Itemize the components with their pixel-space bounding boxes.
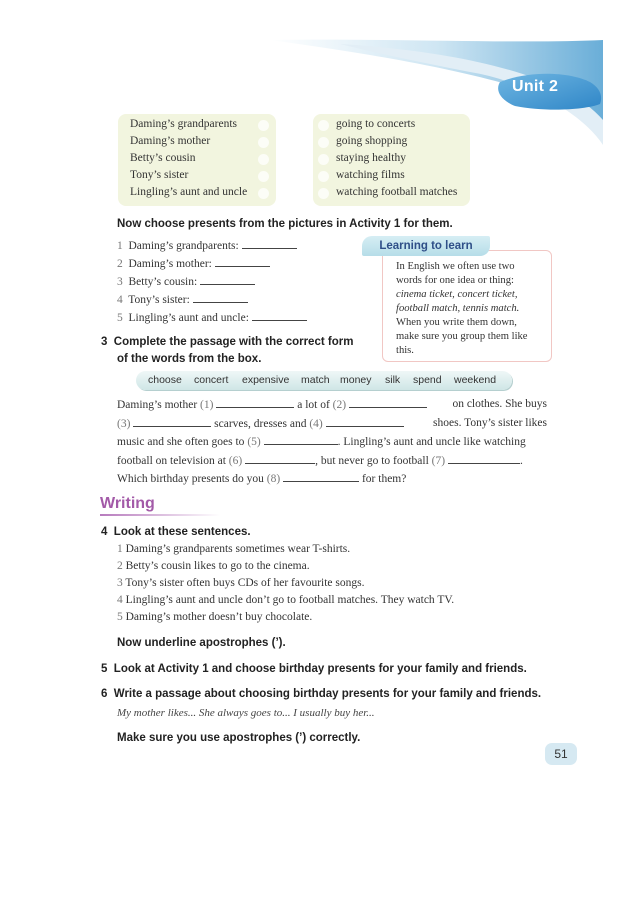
match-dot[interactable] — [318, 120, 329, 131]
match-left-item: Tony’s sister — [130, 169, 189, 181]
word-box-item: weekend — [454, 374, 497, 386]
passage: Daming’s mother (1) a lot of (2) on clothes. She buys (3) scarves, dresses and (4) shoes. Tony’s sister likes music and she often goes to (5) . Lingling’s aunt and uncle like watching football on television at (6) , but never go to football (7) . Which birthday presents do you (8) for them? — [117, 398, 547, 485]
sentence-row: 2 Betty’s cousin likes to go to the cinema. — [117, 560, 310, 572]
passage-blank[interactable] — [448, 452, 520, 464]
passage-blank[interactable] — [283, 470, 359, 482]
match-right-item: staying healthy — [336, 152, 406, 164]
match-left-item: Daming’s grandparents — [130, 118, 237, 130]
match-dot[interactable] — [318, 154, 329, 165]
make-sure-instruction: Make sure you use apostrophes (’) correctly. — [117, 732, 361, 744]
passage-blank[interactable] — [349, 396, 427, 408]
word-box-item: choose — [148, 374, 182, 386]
match-dot[interactable] — [318, 188, 329, 199]
sentence-row: 5 Daming’s mother doesn’t buy chocolate. — [117, 611, 313, 623]
word-box-item: match — [301, 374, 330, 386]
sentence-row: 1 Daming’s grandparents sometimes wear T-shirts. — [117, 543, 351, 555]
match-dot[interactable] — [318, 171, 329, 182]
match-left-item: Daming’s mother — [130, 135, 211, 147]
answer-blank[interactable] — [242, 237, 297, 249]
passage-blank[interactable] — [133, 415, 211, 427]
learning-to-learn-text: In English we often use two words for one idea or thing: cinema ticket, concert ticket, football match, tennis match. When you write them down, make sure you group them like this. — [396, 261, 528, 356]
match-left-item: Betty’s cousin — [130, 152, 196, 164]
answer-blank[interactable] — [215, 255, 270, 267]
example-text: My mother likes... She always goes to... I usually buy her... — [117, 707, 375, 719]
word-box-item: money — [340, 374, 372, 386]
sentence-list — [117, 541, 454, 626]
match-dot[interactable] — [258, 154, 269, 165]
passage-blank[interactable] — [216, 396, 294, 408]
answer-blank[interactable] — [200, 273, 255, 285]
presents-list — [117, 237, 307, 327]
match-left-item: Lingling’s aunt and uncle — [130, 186, 248, 198]
word-box-item: expensive — [242, 374, 290, 386]
match-dot[interactable] — [258, 120, 269, 131]
activity-5-heading: 5 Look at Activity 1 and choose birthday presents for your family and friends. — [101, 663, 527, 675]
answer-blank[interactable] — [193, 291, 248, 303]
match-right-item: watching football matches — [336, 186, 458, 198]
unit-label: Unit 2 — [512, 78, 559, 95]
match-right-item: going shopping — [336, 135, 408, 147]
writing-underline — [100, 514, 220, 516]
word-box-item: concert — [194, 374, 229, 386]
match-right-list — [336, 116, 457, 201]
match-left-list — [130, 116, 247, 201]
underline-instruction: Now underline apostrophes (’). — [117, 637, 286, 649]
present-row: 2 Daming’s mother: — [117, 255, 307, 273]
sentence-row: 4 Lingling’s aunt and uncle don’t go to football matches. They watch TV. — [117, 594, 455, 606]
learning-to-learn-title: Learning to learn — [362, 236, 490, 256]
present-row: 5 Lingling’s aunt and uncle: — [117, 309, 307, 327]
passage-blank[interactable] — [264, 433, 338, 445]
activity-3-heading: 3 Complete the passage with the correct form of the words from the box. — [101, 336, 354, 365]
present-row: 4 Tony’s sister: — [117, 291, 307, 309]
match-dot[interactable] — [258, 137, 269, 148]
match-dot[interactable] — [258, 188, 269, 199]
choose-instruction: Now choose presents from the pictures in Activity 1 for them. — [117, 218, 453, 230]
match-dot[interactable] — [258, 171, 269, 182]
answer-blank[interactable] — [252, 309, 307, 321]
match-right-item: watching films — [336, 169, 405, 181]
word-box-item: silk — [385, 374, 401, 386]
writing-heading: Writing — [100, 495, 155, 512]
sentence-row: 3 Tony’s sister often buys CDs of her favourite songs. — [117, 577, 365, 589]
passage-blank[interactable] — [326, 415, 404, 427]
present-row: 3 Betty’s cousin: — [117, 273, 307, 291]
match-right-item: going to concerts — [336, 118, 416, 130]
present-row: 1 Daming’s grandparents: — [117, 237, 307, 255]
match-dot[interactable] — [318, 137, 329, 148]
activity-6-heading: 6 Write a passage about choosing birthday presents for your family and friends. — [101, 688, 542, 700]
passage-blank[interactable] — [245, 452, 315, 464]
activity-4-heading: 4 Look at these sentences. — [101, 526, 251, 538]
page-number: 51 — [545, 743, 577, 765]
word-box-item: spend — [413, 374, 442, 386]
